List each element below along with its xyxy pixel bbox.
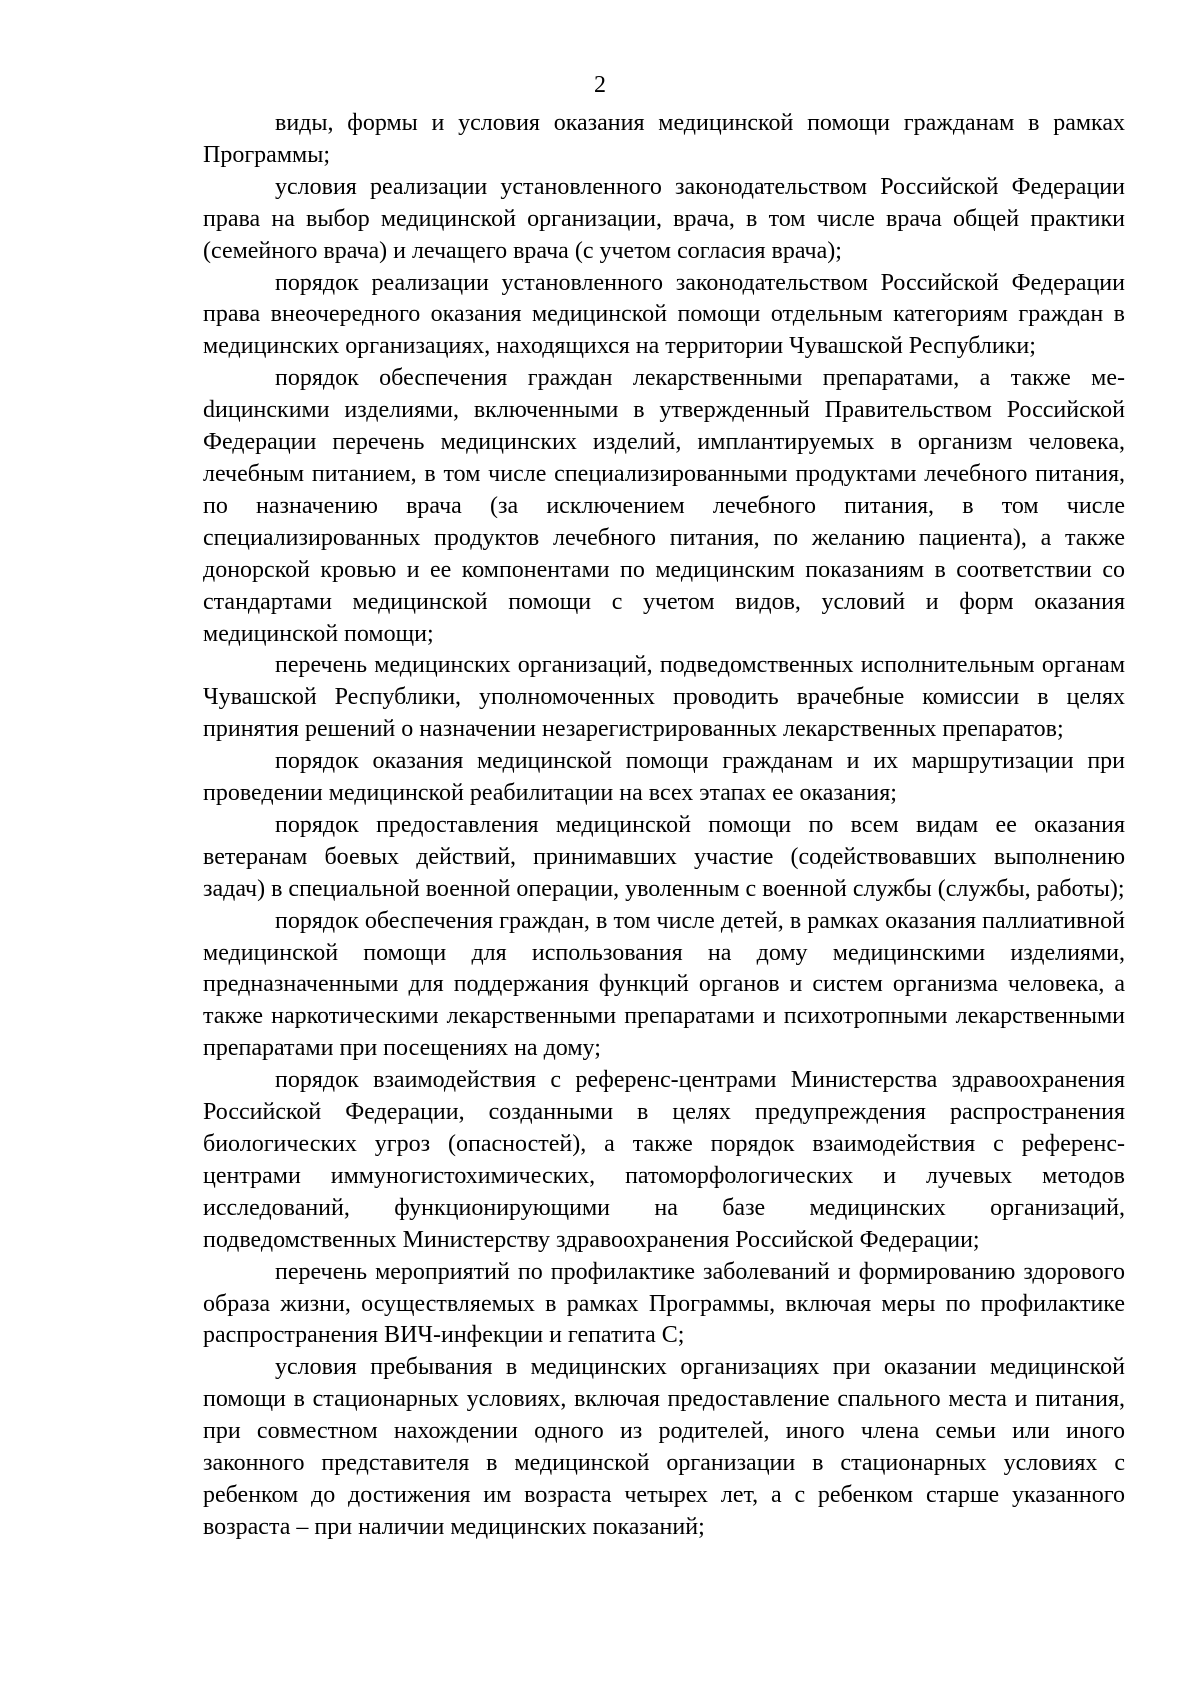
document-body bbox=[203, 108, 1125, 1544]
paragraph-veterans-care: порядок предоставления медицинской помощи по всем видам ее оказания ветеранам боевых действий, принимавших участие (содействовавших выполнению задач) в специальной военной операции, уволенным с военной службы (службы, работы); bbox=[203, 811, 1125, 902]
paragraph-medical-commissions: перечень медицинских организаций, подведомственных исполнительным органам Чувашской Республики, уполномоченных проводить врачебные комиссии в целях принятия решений о назначении незарегистрированных лекарственных препаратов; bbox=[203, 652, 1125, 743]
page-number: 2 bbox=[594, 72, 606, 98]
paragraph-prevention-measures: перечень мероприятий по профилактике заболеваний и формированию здорового образа жизни, осуществляемых в рамках Программы, включая меры по профилактике распространения ВИЧ-инфекции и гепатита С; bbox=[203, 1258, 1125, 1349]
paragraph-inpatient-stay: условия пребывания в медицинских организациях при оказании медицинской помощи в стационарных условиях, включая предоставление спального места и питания, при совместном нахождении одного из родителей, иного члена семьи или иного законного представителя в медицинской организации в стационарных условиях с ребенком до достижения им возраста четырех лет, а с ребенком старше указанного возраста – при наличии медицинских показаний; bbox=[203, 1354, 1125, 1540]
paragraph-medical-care-types: виды, формы и условия оказания медицинской помощи гражданам в рамках Программы; bbox=[203, 110, 1125, 168]
paragraph-choice-of-organization: условия реализации установленного законодательством Российской Федерации права на выбор медицинской организации, врача, в том числе врача общей практики (семейного врача) и лечащего врача (с учетом согласия врача); bbox=[203, 173, 1125, 264]
paragraph-priority-care: порядок реализации установленного законодательством Российской Федерации права внеочередного оказания медицинской помощи отдельным категориям граждан в медицинских организациях, находящихся на территории Чувашской Республики; bbox=[203, 269, 1125, 360]
paragraph-reference-centers: порядок взаимодействия с референс-центрами Министерства здравоохранения Российской Федерации, созданными в целях предупреждения распространения биологических угроз (опасностей), а также порядок взаимодействия с референс-центрами иммуногистохимических, патоморфологических и лучевых методов исследований, функционирующими на базе медицинских организаций, подведомственных Министерству здравоохранения Российской Федерации; bbox=[203, 1067, 1125, 1253]
paragraph-palliative-care: порядок обеспечения граждан, в том числе детей, в рамках оказания паллиативной медицинской помощи для использования на дому медицинскими изделиями, предназначенными для поддержания функций органов и систем организма человека, а также наркотическими лекарственными препаратами и психотропными лекарственными препаратами при посещениях на дому; bbox=[203, 907, 1125, 1062]
paragraph-drug-provision: порядок обеспечения граждан лекарственными препаратами, а также меdицинскими изделиями, включенными в утвержденный Правительством Российской Федерации перечень медицинских изделий, имплантируемых в организм человека, лечебным питанием, в том числе специализированными продуктами лечебного питания, по назначению врача (за исключением лечебного питания, в том числе специализированных продуктов лечебного питания, по желанию пациента), а также донорской кровью и ее компонентами по медицинским показаниям в соответствии со стандартами медицинской помощи с учетом видов, условий и форм оказания медицинской помощи; bbox=[203, 365, 1125, 647]
paragraph-rehabilitation-routing: порядок оказания медицинской помощи гражданам и их маршрутизации при проведении медицинской реабилитации на всех этапах ее оказания; bbox=[203, 748, 1125, 807]
